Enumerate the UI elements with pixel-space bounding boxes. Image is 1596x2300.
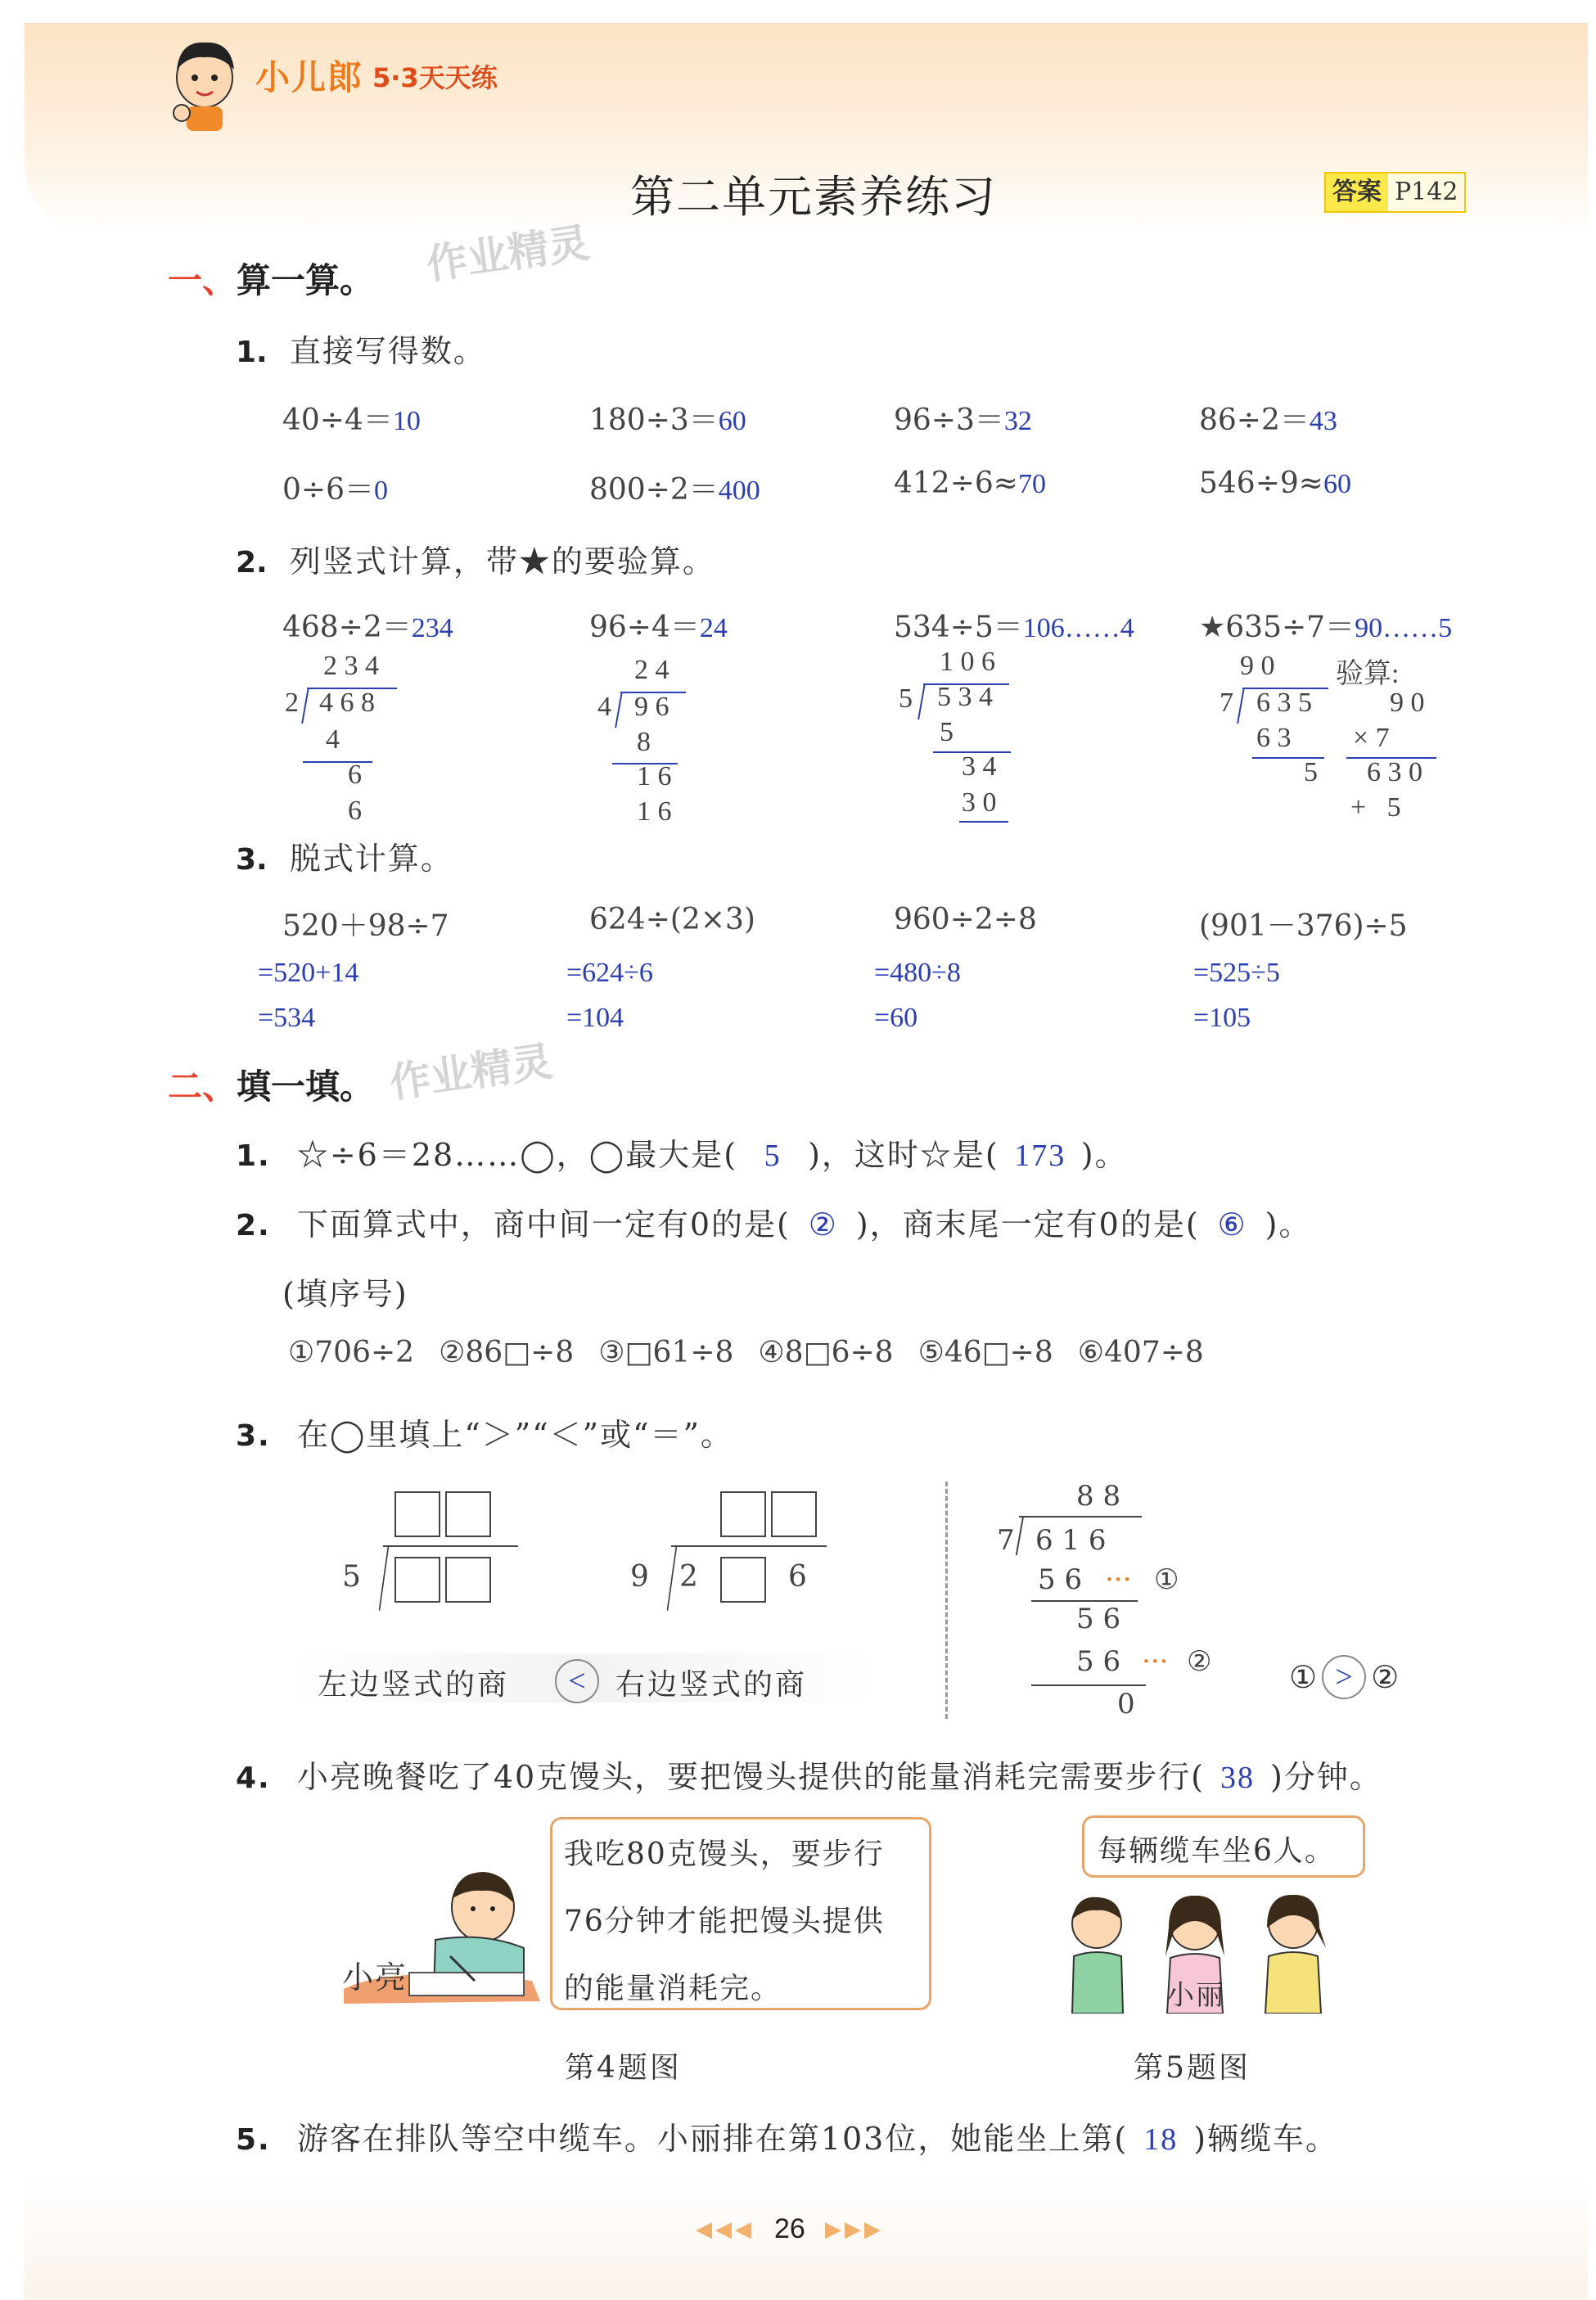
- vertical-expr: 468÷2＝234: [282, 611, 453, 644]
- caption-left: 左边竖式的商: [318, 1668, 510, 1702]
- question-1-2: 2. 列竖式计算，带★的要验算。: [236, 543, 715, 580]
- vertical-expr: 96÷4＝24: [589, 611, 728, 644]
- compare-circle-2[interactable]: [1322, 1655, 1366, 1699]
- question-2-1: 1. ☆÷6＝28……◯，◯最大是( 5 )，这时☆是( 173 )。: [236, 1137, 1128, 1173]
- left-arrows-icon: ◀◀◀: [696, 2217, 755, 2242]
- answer-tag-label: 答案: [1326, 174, 1388, 211]
- oral-item: 40÷4＝10: [282, 404, 421, 437]
- oral-item: 86÷2＝43: [1199, 404, 1337, 437]
- oral-item: 800÷2＝400: [589, 473, 760, 507]
- page-title: 第二单元素养练习: [630, 171, 997, 223]
- oral-item: 0÷6＝0: [282, 473, 388, 507]
- vertical-expr: ★635÷7＝90……5: [1199, 611, 1453, 644]
- answer-tag: [1324, 172, 1466, 213]
- oral-item: 180÷3＝60: [589, 404, 746, 437]
- mascot-icon: [164, 33, 246, 131]
- figure-caption: 第5题图: [1134, 2051, 1251, 2085]
- figure-caption: 第4题图: [565, 2051, 682, 2085]
- oral-item: 412÷6≈70: [894, 467, 1046, 500]
- dots-marker: ···: [1105, 1563, 1132, 1596]
- section-heading: 一、算一算。: [168, 260, 375, 300]
- watermark: 作业精灵: [386, 1037, 556, 1107]
- question-1-1: 1. 直接写得数。: [236, 333, 486, 369]
- option-item: ④8□6÷8: [758, 1336, 894, 1369]
- name-label: 小亮: [342, 1960, 408, 1996]
- section-heading: 二、填一填。: [168, 1067, 375, 1107]
- dots-marker: ···: [1142, 1645, 1169, 1678]
- option-item: ⑥407÷8: [1077, 1336, 1204, 1369]
- caption-right: 右边竖式的商: [615, 1668, 808, 1702]
- option-item: ③□61÷8: [598, 1336, 734, 1369]
- oral-item: 546÷9≈60: [1199, 467, 1351, 500]
- vertical-expr: 534÷5＝106……4: [894, 611, 1134, 644]
- speech-bubble: 我吃80克馒头，要步行 76分钟才能把馒头提供 的能量消耗完。: [550, 1817, 931, 2010]
- option-list: [288, 1336, 1204, 1369]
- question-2-3: 3. 在◯里填上“＞”“＜”或“＝”。: [236, 1417, 733, 1453]
- question-2-4: 4. 小亮晚餐吃了40克馒头，要把馒头提供的能量消耗完需要步行( 38 )分钟。: [236, 1759, 1382, 1795]
- compare-circle-1[interactable]: [555, 1659, 599, 1703]
- question-2-2-note: (填序号): [282, 1276, 408, 1312]
- answer-page: P142: [1388, 174, 1464, 211]
- oral-item: 96÷3＝32: [894, 404, 1032, 437]
- compare-answer: <: [568, 1664, 586, 1698]
- question-2-2: 2. 下面算式中，商中间一定有0的是( ② )，商末尾一定有0的是( ⑥ )。: [236, 1206, 1312, 1242]
- divider-dashed: [945, 1481, 948, 1719]
- option-item: ①706÷2: [288, 1336, 415, 1369]
- compare-answer: >: [1335, 1660, 1353, 1694]
- series-name: 5·3天天练: [372, 62, 498, 93]
- watermark: 作业精灵: [423, 219, 593, 289]
- question-1-3: 3. 脱式计算。: [236, 841, 453, 877]
- right-arrows-icon: ▶▶▶: [824, 2217, 884, 2242]
- name-label: 小丽: [1166, 1979, 1225, 2012]
- compare-row-right: ① > ②: [1289, 1655, 1399, 1699]
- option-item: ②86□÷8: [439, 1336, 575, 1369]
- option-item: ⑤46□÷8: [917, 1336, 1053, 1369]
- page-number: ◀◀◀ 26 ▶▶▶: [696, 2213, 884, 2244]
- brand-logo: 小儿郎: [255, 57, 364, 97]
- question-2-5: 5. 游客在排队等空中缆车。小丽排在第103位，她能坐上第( 18 )辆缆车。: [236, 2121, 1339, 2157]
- speech-bubble: 每辆缆车坐6人。: [1082, 1815, 1365, 1878]
